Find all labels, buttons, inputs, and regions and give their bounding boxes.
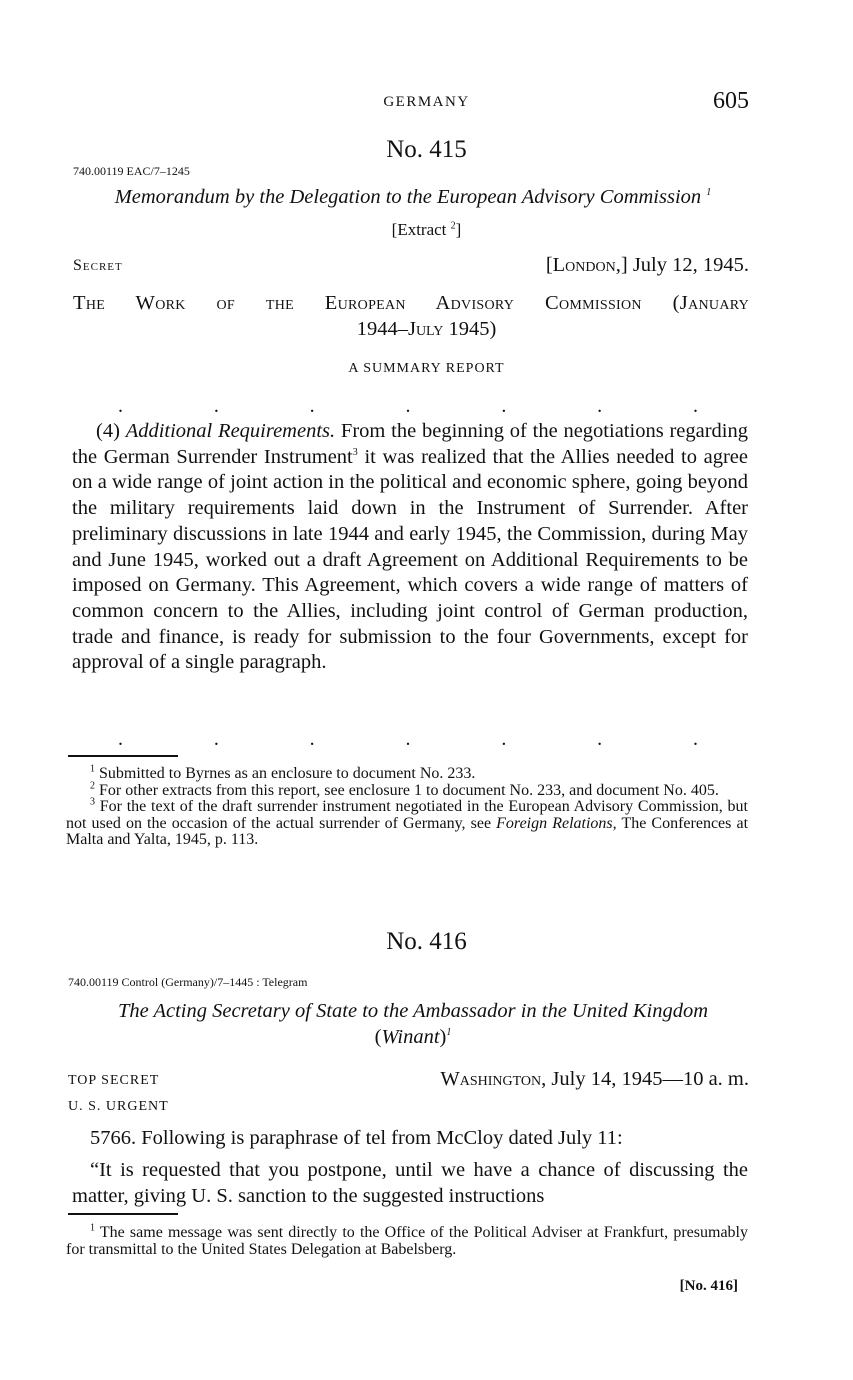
footnote-rule-416 (68, 1213, 178, 1215)
dateline-415: [London,] July 12, 1945. (545, 254, 749, 276)
document-number-415: No. 415 (386, 136, 467, 163)
footnote-3: $^3$ For the text of the draft surrender instrument negotiated in the European Advisory Commission, but not used on the occasion of the actual surrender of Germany, see Foreign Relations, The Conferences at Malta and Yalta, 1945, p. 113. (66, 796, 749, 848)
urgency-416: U. S. URGENT (68, 1099, 169, 1114)
extract-note: [Extract $^2$] (391, 220, 462, 239)
footnotes-416 (66, 1222, 748, 1258)
footnote-1: $^1$ Submitted to Byrnes as an enclosure to document No. 233. (90, 763, 476, 782)
ellipsis-row-top: . . . . . . . (118, 395, 698, 417)
footnote-rule-415 (68, 755, 178, 757)
dateline-416: Washington, July 14, 1945—10 a. m. (440, 1068, 749, 1090)
footnote-ref-1: 1 (706, 187, 712, 199)
file-reference-416: 740.00119 Control (Germany)/7–1445 : Telegram (68, 975, 308, 989)
telegram-paragraph-2: “It is requested that you postpone, until we have a chance of discussing the matter, giving U. S. sanction to the suggested instructions (72, 1159, 748, 1207)
document-title-416: The Acting Secretary of State to the Ambassador in the United Kingdom (Winant)$^1$ (117, 1000, 709, 1048)
telegram-paragraph-1: 5766. Following is paraphrase of tel from McCloy dated July 11: (90, 1127, 623, 1149)
footnote-416-1: $^1$ The same message was sent directly to the Office of the Political Adviser at Frankfurt, presumably for transmittal to the United States Delegation at Babelsberg. (66, 1222, 748, 1258)
file-reference-415: 740.00119 EAC/7–1245 (73, 164, 190, 178)
report-heading-line2: 1944–July 1945) (356, 318, 497, 340)
footnote-ref-416-1: 1 (446, 1027, 452, 1039)
footnote-2: $^2$ For other extracts from this report, see enclosure 1 to document No. 233, and document No. 405. (90, 780, 719, 799)
classification-415: Secret (73, 257, 123, 274)
report-heading-line1: The Work of the European Advisory Commission (January (73, 292, 749, 314)
document-number-416: No. 416 (386, 928, 467, 955)
running-title: GERMANY (383, 94, 470, 110)
classification-416: TOP SECRET (68, 1073, 160, 1088)
ellipsis-row-bottom: . . . . . . . (118, 728, 698, 750)
paragraph-additional-requirements: (4) Additional Requirements. From the beginning of the negotiations regarding the German Surrender Instrument$^3$ it was realized that the Allies needed to agree on a wide range of joint action in the political and economic sphere, going beyond the military requirements laid down in the Instrument of Surrender. After preliminary discussions in late 1944 and early 1945, the Commission, during May and June 1945, worked out a draft Agreement on Additional Requirements to be imposed on Germany. This Agreement, which covers a wide range of matters of common concern to the Allies, including joint control of German production, trade and finance, is ready for submission to the four Governments, except for approval of a single paragraph. (72, 420, 749, 674)
page-number: 605 (713, 88, 749, 114)
document-title-415: Memorandum by the Delegation to the European Advisory Commission $^1$ (114, 186, 712, 208)
report-subheading: A SUMMARY REPORT (348, 361, 505, 376)
footnotes-415 (66, 763, 749, 849)
catchword: [No. 416] (679, 1278, 738, 1294)
footnote-ref-3: 3 (352, 446, 358, 458)
